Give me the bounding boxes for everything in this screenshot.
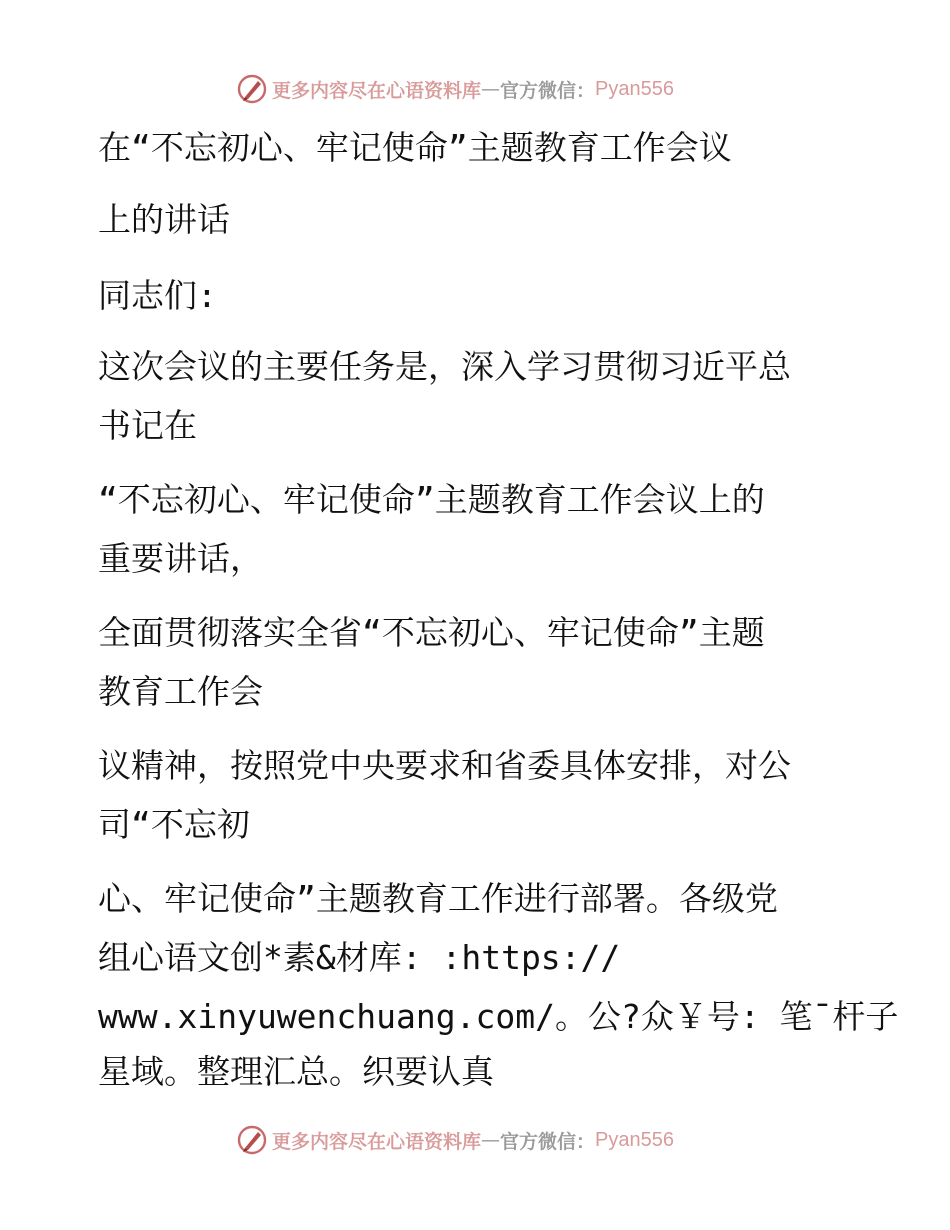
watermark-sub-text: 官方微信： (500, 79, 596, 102)
doc-line: 书记在 (98, 406, 197, 445)
watermark-wechat-id: Pyan556 (595, 1128, 674, 1151)
watermark-dash: — (481, 1129, 501, 1151)
doc-line: 这次会议的主要任务是，深入学习贯彻习近平总 (98, 347, 791, 386)
watermark-dash: — (481, 78, 501, 100)
doc-line: 议精神，按照党中央要求和省委具体安排，对公 (98, 746, 791, 785)
doc-line: 组心语文创*素&材库: :https:// (98, 938, 621, 977)
doc-title-line-2: 上的讲话 (98, 200, 230, 239)
footer-watermark-banner (236, 1123, 674, 1157)
watermark-main-text: 更多内容尽在心语资料库 (272, 1130, 482, 1153)
quill-pen-circle-icon (236, 1124, 268, 1156)
doc-line: 星域。整理汇总。织要认真 (98, 1052, 494, 1091)
doc-line: www.xinyuwenchuang.com/。公?众￥号: 笔¯杆子 (98, 997, 899, 1036)
doc-line: “不忘初心、牢记使命”主题教育工作会议上的 (98, 480, 765, 519)
doc-line: 心、牢记使命”主题教育工作进行部署。各级党 (98, 879, 778, 918)
doc-line: 重要讲话， (98, 539, 263, 578)
doc-title-line-1: 在“不忘初心、牢记使命”主题教育工作会议 (98, 128, 732, 167)
doc-line: 全面贯彻落实全省“不忘初心、牢记使命”主题 (98, 613, 765, 652)
watermark-wechat-id: Pyan556 (595, 77, 674, 100)
doc-salutation: 同志们: (98, 276, 217, 315)
watermark-main-text: 更多内容尽在心语资料库 (272, 79, 482, 102)
doc-line: 司“不忘初 (98, 805, 250, 844)
watermark-sub-text: 官方微信： (500, 1130, 596, 1153)
doc-line: 教育工作会 (98, 672, 263, 711)
